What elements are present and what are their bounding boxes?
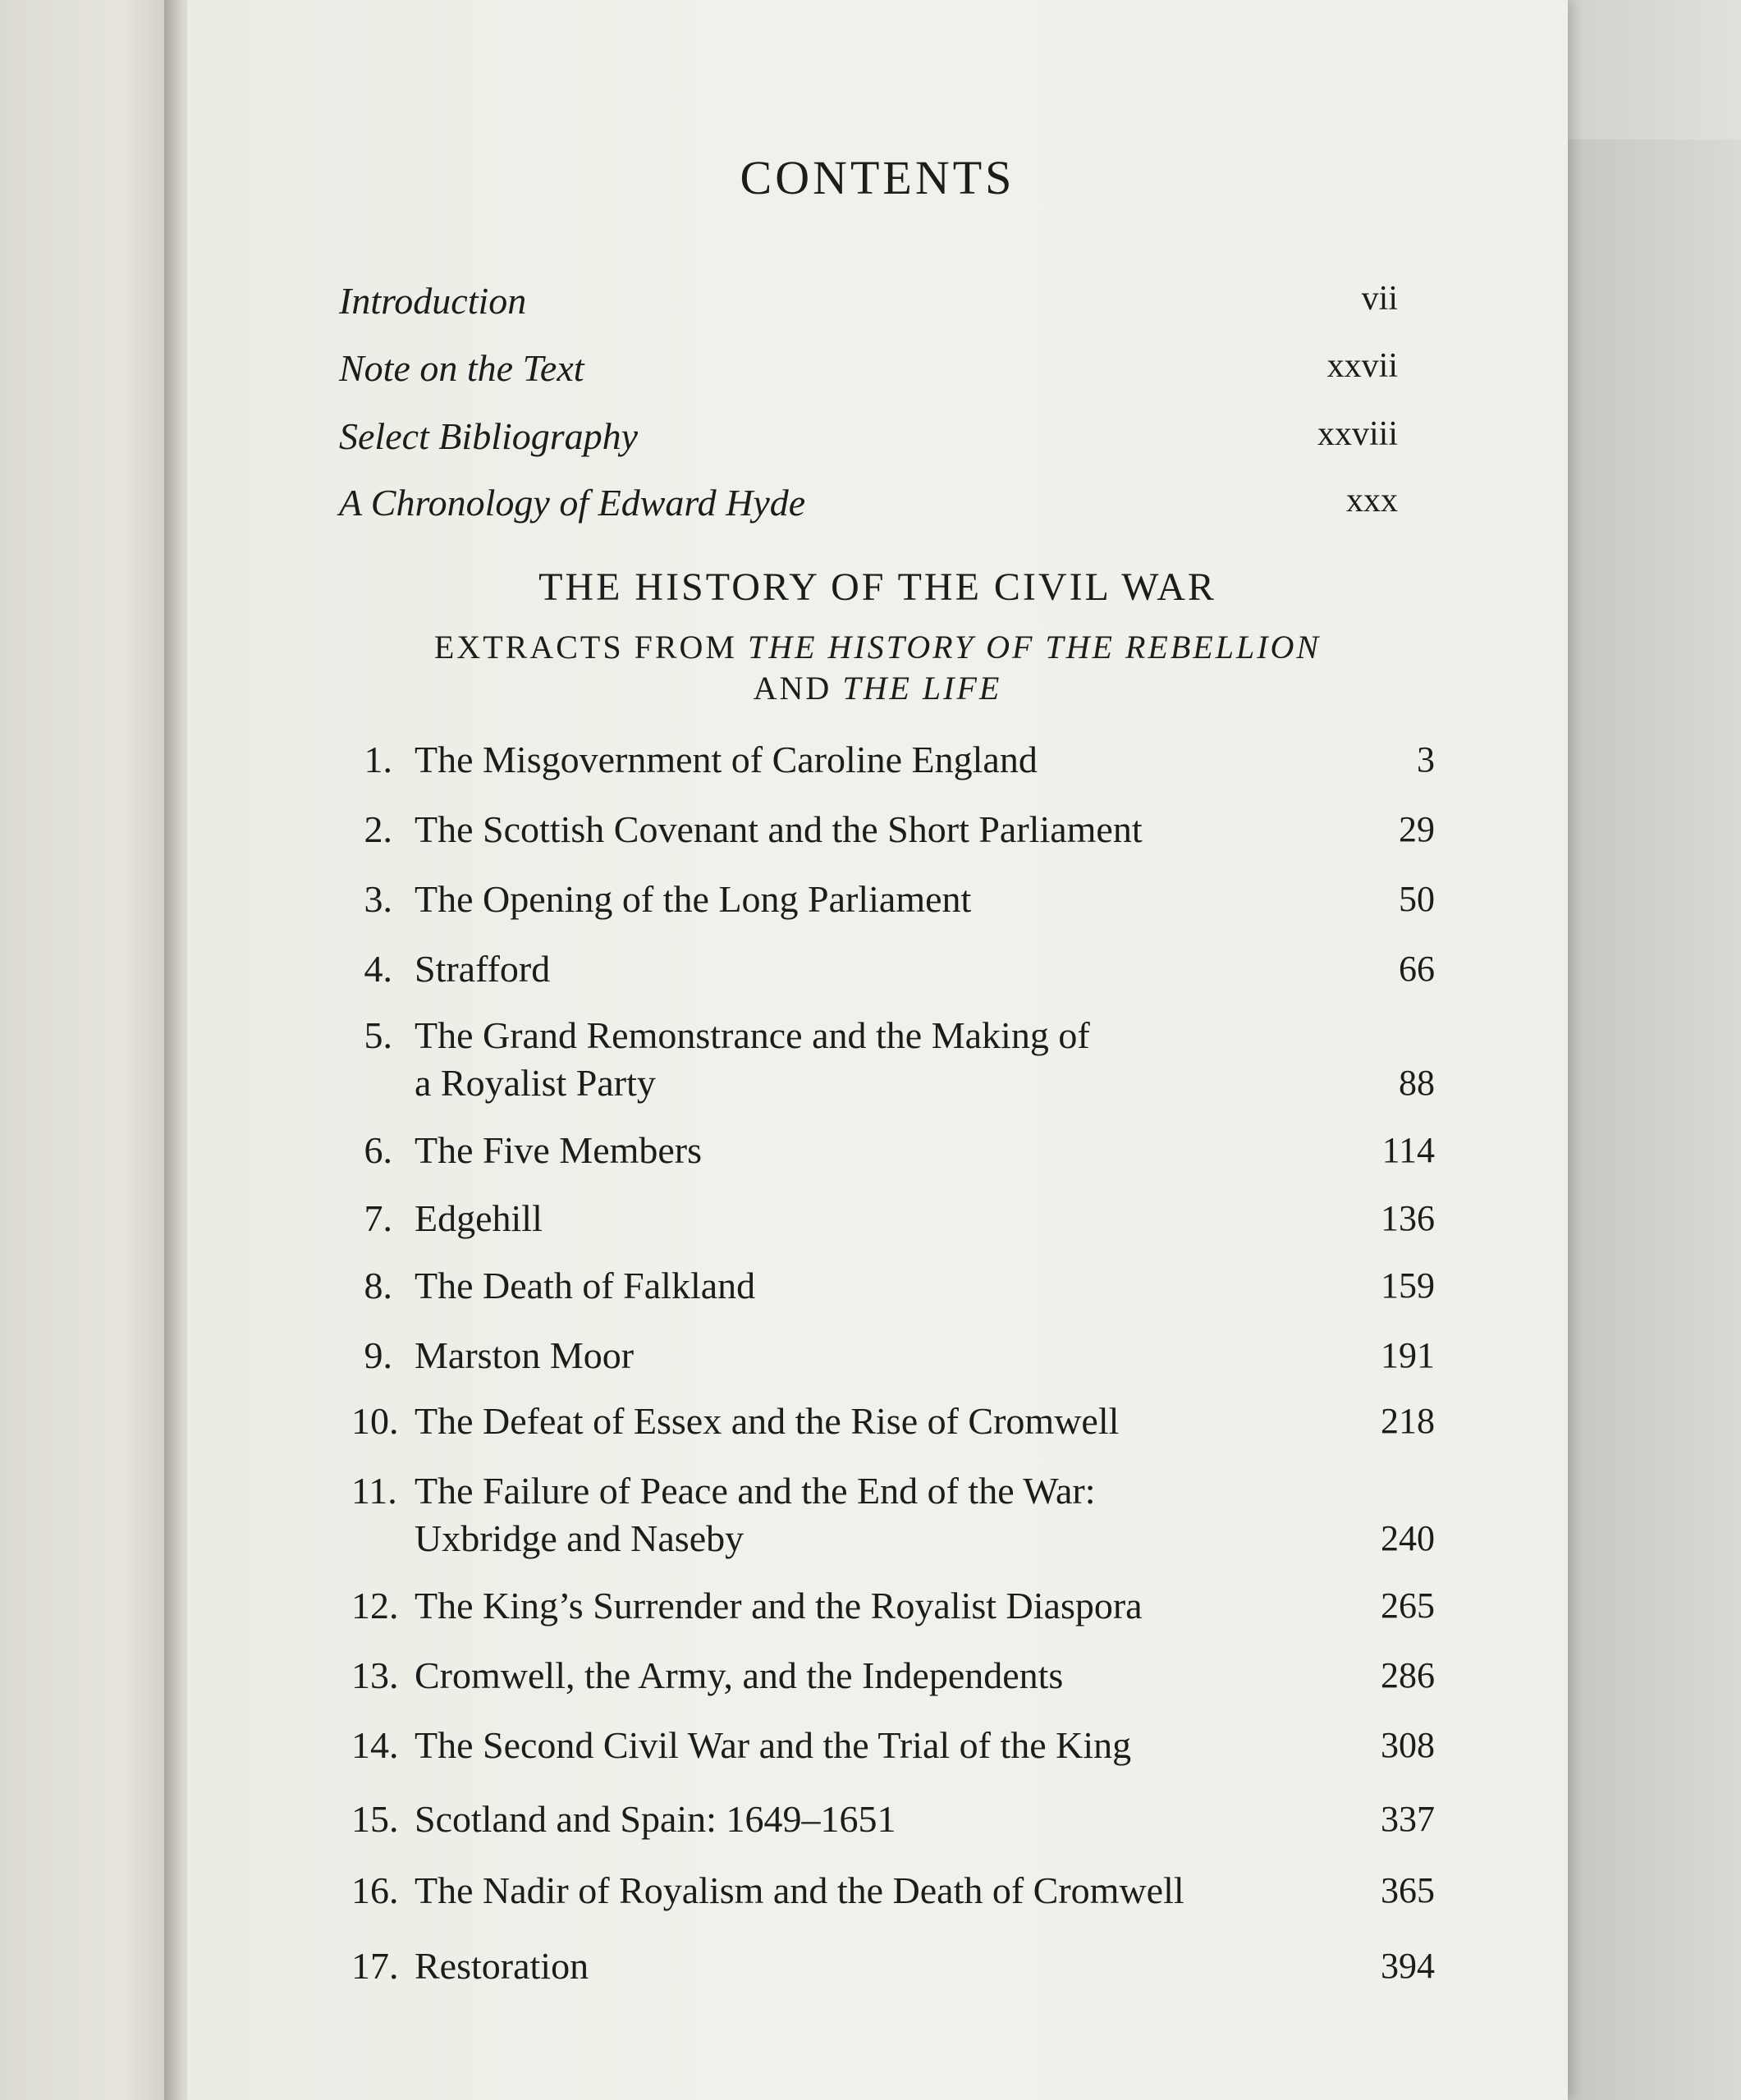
- chapter-entry: [351, 1942, 1435, 1990]
- chapter-number: 14.: [351, 1724, 399, 1766]
- subtitle-and: AND: [753, 670, 832, 707]
- chapter-title: Cromwell, the Army, and the Independents: [415, 1654, 1064, 1696]
- chapter-page: 50: [1399, 879, 1435, 919]
- front-matter-entry: [339, 279, 1398, 323]
- chapter-number: 3.: [364, 878, 392, 920]
- entry-title: Note on the Text: [339, 347, 584, 389]
- chapter-entry: [351, 806, 1435, 853]
- entry-title: Select Bibliography: [339, 415, 639, 457]
- chapter-page: 191: [1381, 1335, 1435, 1375]
- chapter-number: 6.: [364, 1129, 392, 1171]
- chapter-page: 114: [1381, 1130, 1435, 1170]
- chapter-title: The Nadir of Royalism and the Death of Cromwell: [415, 1869, 1184, 1911]
- entry-page: vii: [1361, 280, 1398, 318]
- book-gutter: [164, 0, 189, 2100]
- front-matter-entry: [339, 346, 1398, 390]
- chapter-entry: [351, 1652, 1435, 1700]
- chapter-page: 159: [1381, 1265, 1435, 1306]
- chapter-title: The Second Civil War and the Trial of the King: [415, 1724, 1132, 1766]
- chapter-entry: [351, 1262, 1435, 1310]
- chapter-number: 17.: [351, 1945, 399, 1987]
- chapter-title-line2: Uxbridge and Naseby: [415, 1517, 745, 1559]
- chapter-number: 8.: [364, 1265, 392, 1306]
- chapter-number: 12.: [351, 1585, 399, 1626]
- page-title: CONTENTS: [740, 151, 1015, 204]
- chapter-page: 286: [1381, 1655, 1435, 1695]
- entry-page: xxvii: [1326, 347, 1398, 385]
- section-subtitle: [187, 628, 1568, 666]
- chapter-entry: [351, 1722, 1435, 1769]
- chapter-title: The Death of Falkland: [415, 1265, 756, 1306]
- chapter-entry: [351, 1127, 1435, 1174]
- chapter-page: 240: [1381, 1518, 1435, 1558]
- chapter-title: The Misgovernment of Caroline England: [415, 739, 1038, 780]
- chapter-number: 13.: [351, 1654, 399, 1696]
- background-surface: [1568, 0, 1741, 2100]
- chapter-page: 218: [1381, 1401, 1435, 1441]
- chapter-title: Scotland and Spain: 1649–1651: [415, 1798, 896, 1840]
- chapter-entry: [351, 736, 1435, 784]
- chapter-page: 66: [1399, 949, 1435, 989]
- chapter-page: 29: [1399, 809, 1435, 849]
- chapter-title-line1: The Failure of Peace and the End of the War:: [415, 1470, 1096, 1512]
- subtitle-work-title-2: THE LIFE: [842, 670, 1002, 707]
- chapter-entry: [351, 1867, 1435, 1915]
- chapter-number: 4.: [364, 948, 392, 990]
- chapter-entry: [351, 1012, 1435, 1107]
- chapter-title: Marston Moor: [415, 1334, 635, 1376]
- chapter-entry: [351, 945, 1435, 993]
- chapter-number: 15.: [351, 1798, 399, 1840]
- chapter-title: The Defeat of Essex and the Rise of Cromwell: [415, 1400, 1120, 1442]
- chapter-number: 5.: [364, 1014, 392, 1056]
- front-matter-entry: [339, 414, 1398, 458]
- subtitle-work-title: THE HISTORY OF THE REBELLION: [747, 629, 1322, 666]
- chapter-entry: [351, 1467, 1435, 1562]
- chapter-entry: [351, 876, 1435, 923]
- chapter-entry: [351, 1332, 1435, 1379]
- chapter-number: 2.: [364, 808, 392, 850]
- chapter-title: [415, 1012, 1276, 1107]
- chapter-page: 308: [1381, 1725, 1435, 1765]
- chapter-title: The Five Members: [415, 1129, 703, 1171]
- chapter-entry: [351, 1195, 1435, 1242]
- chapter-page: 136: [1381, 1198, 1435, 1238]
- chapter-title: Edgehill: [415, 1197, 543, 1239]
- chapter-title: The Scottish Covenant and the Short Parliament: [415, 808, 1143, 850]
- chapter-title: Strafford: [415, 948, 551, 990]
- entry-title: Introduction: [339, 280, 527, 322]
- chapter-number: 11.: [351, 1470, 397, 1512]
- section-subtitle-line2: [187, 669, 1568, 707]
- chapter-page: 394: [1381, 1946, 1435, 1986]
- subtitle-prefix: EXTRACTS FROM: [433, 629, 737, 666]
- entry-page: xxx: [1346, 482, 1398, 519]
- chapter-title: The King’s Surrender and the Royalist Diaspora: [415, 1585, 1143, 1626]
- chapter-number: 1.: [364, 739, 392, 780]
- chapter-title: The Opening of the Long Parliament: [415, 878, 972, 920]
- chapter-page: 3: [1417, 739, 1435, 780]
- entry-title: A Chronology of Edward Hyde: [339, 482, 806, 524]
- contents-page: [187, 0, 1568, 2100]
- facing-left-page: [0, 0, 172, 2100]
- front-matter-entry: [339, 481, 1398, 524]
- chapter-number: 10.: [351, 1400, 399, 1442]
- chapter-page: 365: [1381, 1870, 1435, 1910]
- chapter-entry: [351, 1398, 1435, 1445]
- chapter-title: Restoration: [415, 1945, 589, 1987]
- chapter-number: 16.: [351, 1869, 399, 1911]
- chapter-entry: [351, 1796, 1435, 1843]
- chapter-number: 7.: [364, 1197, 392, 1239]
- chapter-title-line2: a Royalist Party: [415, 1062, 656, 1104]
- section-title: THE HISTORY OF THE CIVIL WAR: [538, 565, 1216, 609]
- chapter-title: [415, 1467, 1276, 1562]
- chapter-number: 9.: [364, 1334, 392, 1376]
- chapter-page: 88: [1399, 1063, 1435, 1103]
- chapter-page: 337: [1381, 1799, 1435, 1839]
- chapter-title-line1: The Grand Remonstrance and the Making of: [415, 1014, 1090, 1056]
- entry-page: xxviii: [1317, 415, 1398, 453]
- chapter-page: 265: [1381, 1585, 1435, 1626]
- chapter-entry: [351, 1582, 1435, 1630]
